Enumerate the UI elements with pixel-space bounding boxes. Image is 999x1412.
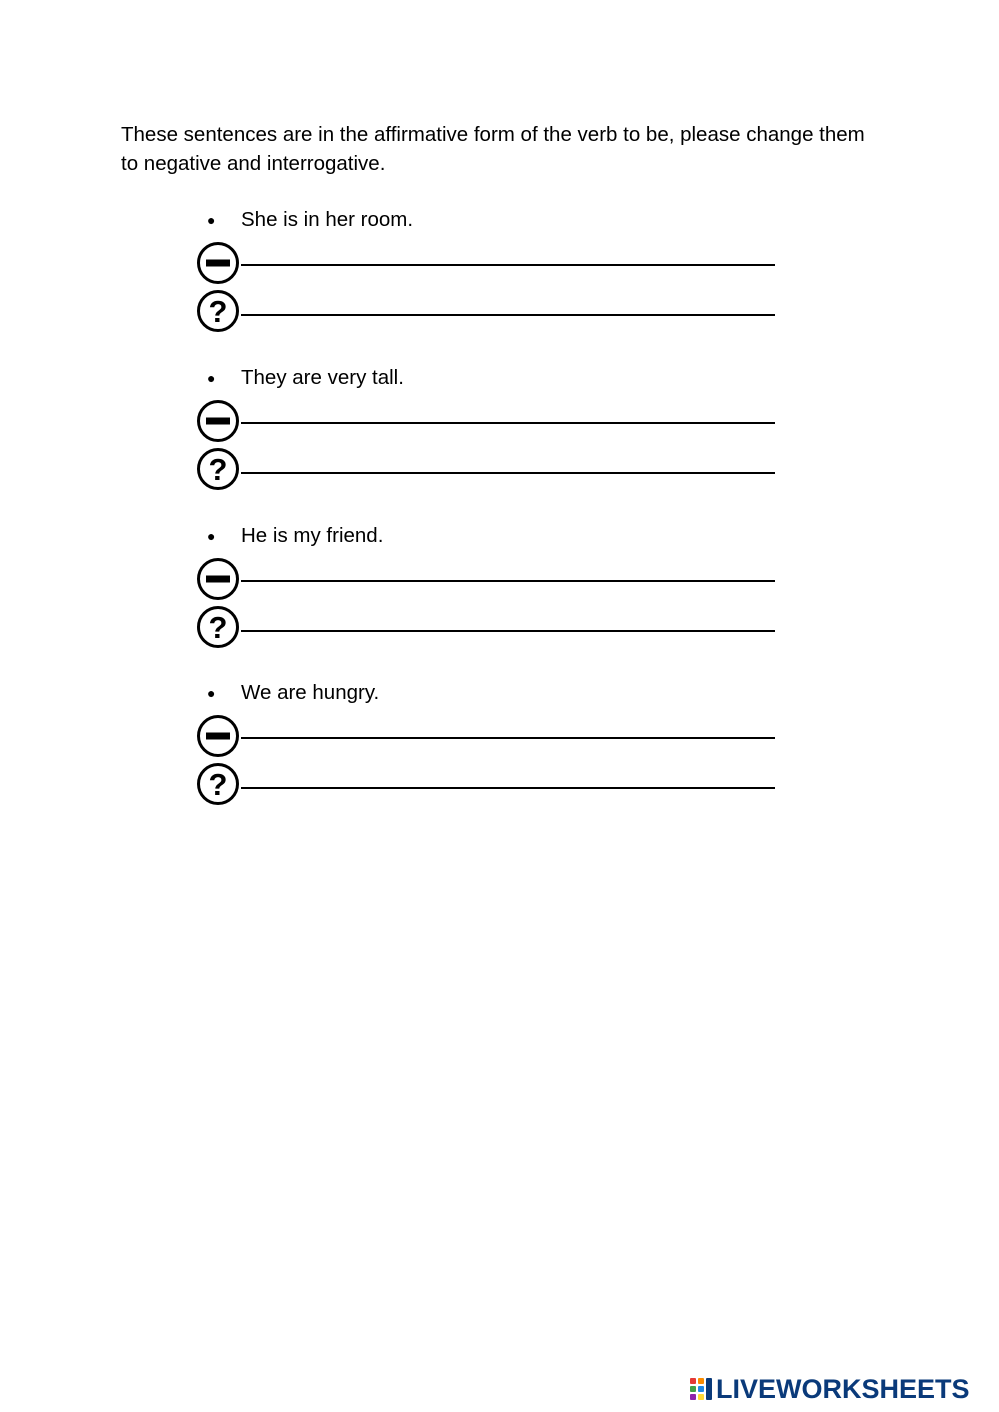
interrogative-answer-input[interactable] <box>241 472 775 474</box>
question-circle-icon <box>196 447 240 491</box>
liveworksheets-logo-icon <box>689 1377 713 1401</box>
svg-text:?: ? <box>208 610 228 645</box>
interrogative-answer-input[interactable] <box>241 314 775 316</box>
minus-circle-icon <box>196 557 240 601</box>
negative-answer-row <box>195 556 780 602</box>
question-circle-icon <box>196 605 240 649</box>
sentence-text: They are very tall. <box>241 366 404 389</box>
question-circle-icon <box>196 289 240 333</box>
negative-answer-row <box>195 240 780 286</box>
negative-answer-input[interactable] <box>241 737 775 739</box>
negative-answer-input[interactable] <box>241 264 775 266</box>
sentence-text: She is in her room. <box>241 208 414 231</box>
negative-answer-row <box>195 398 780 444</box>
minus-circle-icon <box>196 399 240 443</box>
interrogative-answer-row <box>195 604 780 650</box>
svg-text:?: ? <box>208 767 228 802</box>
negative-answer-row <box>195 713 780 759</box>
interrogative-answer-input[interactable] <box>241 630 775 632</box>
minus-circle-icon <box>196 241 240 285</box>
instructions-text: These sentences are in the affirmative form of the verb to be, please change them to negative and interrogative. <box>121 123 865 175</box>
interrogative-answer-row <box>195 761 780 807</box>
interrogative-answer-input[interactable] <box>241 787 775 789</box>
svg-text:?: ? <box>208 452 228 487</box>
minus-circle-icon <box>196 714 240 758</box>
bullet-icon: ● <box>207 685 216 701</box>
sentence-text: We are hungry. <box>241 681 380 704</box>
brand-name: LIVEWORKSHEETS <box>716 1374 970 1404</box>
interrogative-answer-row <box>195 288 780 334</box>
negative-answer-input[interactable] <box>241 580 775 582</box>
bullet-icon: ● <box>207 212 216 228</box>
interrogative-answer-row <box>195 446 780 492</box>
svg-text:?: ? <box>208 294 228 329</box>
question-circle-icon <box>196 762 240 806</box>
liveworksheets-logo <box>689 1374 970 1404</box>
bullet-icon: ● <box>207 370 216 386</box>
sentence-text: He is my friend. <box>241 524 384 547</box>
negative-answer-input[interactable] <box>241 422 775 424</box>
bullet-icon: ● <box>207 528 216 544</box>
